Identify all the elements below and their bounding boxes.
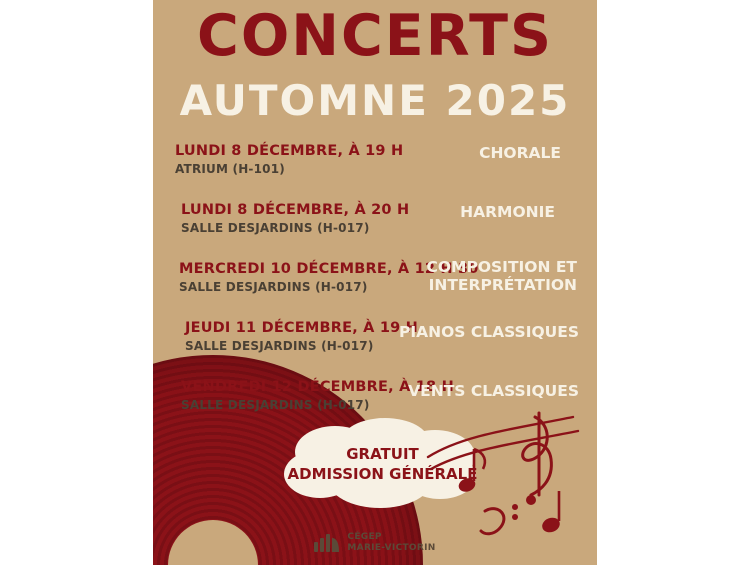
event-venue: SALLE DESJARDINS (H-017) xyxy=(179,280,368,294)
event-program: HARMONIE xyxy=(460,203,555,221)
event-venue: SALLE DESJARDINS (H-017) xyxy=(185,339,374,353)
event-date: MERCREDI 10 DÉCEMBRE, À 12 H 30 xyxy=(179,261,479,277)
event-program: CHORALE xyxy=(479,144,561,162)
list-item xyxy=(153,258,597,320)
event-date: VENDREDI 12 DÉCEMBRE, À 18 H xyxy=(181,379,454,395)
event-info xyxy=(179,261,479,294)
event-program: COMPOSITION ET INTERPRÉTATION xyxy=(426,258,577,294)
poster-subtitle: AUTOMNE 2025 xyxy=(179,76,571,125)
event-venue: SALLE DESJARDINS (H-017) xyxy=(181,398,370,412)
list-item xyxy=(153,320,597,379)
logo-line-2: MARIE-VICTORIN xyxy=(347,542,436,553)
event-date: LUNDI 8 DÉCEMBRE, À 20 H xyxy=(181,202,410,218)
page-title: CONCERTS xyxy=(196,3,554,69)
event-venue: ATRIUM (H-101) xyxy=(175,162,285,176)
concert-schedule-list xyxy=(153,143,597,438)
cegep-logo xyxy=(153,532,597,553)
logo-mark-icon xyxy=(314,534,340,552)
logo-line-1: CÉGEP xyxy=(347,532,382,543)
event-date: JEUDI 11 DÉCEMBRE, À 19 H xyxy=(185,320,419,336)
admission-line-2: ADMISSION GÉNÉRALE xyxy=(287,465,478,484)
event-program: VENTS CLASSIQUES xyxy=(408,382,579,400)
concert-poster xyxy=(153,0,597,565)
admission-line-1: GRATUIT xyxy=(346,445,419,463)
event-date: LUNDI 8 DÉCEMBRE, À 19 H xyxy=(175,143,404,159)
list-item xyxy=(153,143,597,202)
event-program: PIANOS CLASSIQUES xyxy=(399,323,579,341)
list-item xyxy=(153,202,597,261)
logo-text xyxy=(347,532,435,553)
admission-text xyxy=(275,444,490,485)
event-venue: SALLE DESJARDINS (H-017) xyxy=(181,221,370,235)
